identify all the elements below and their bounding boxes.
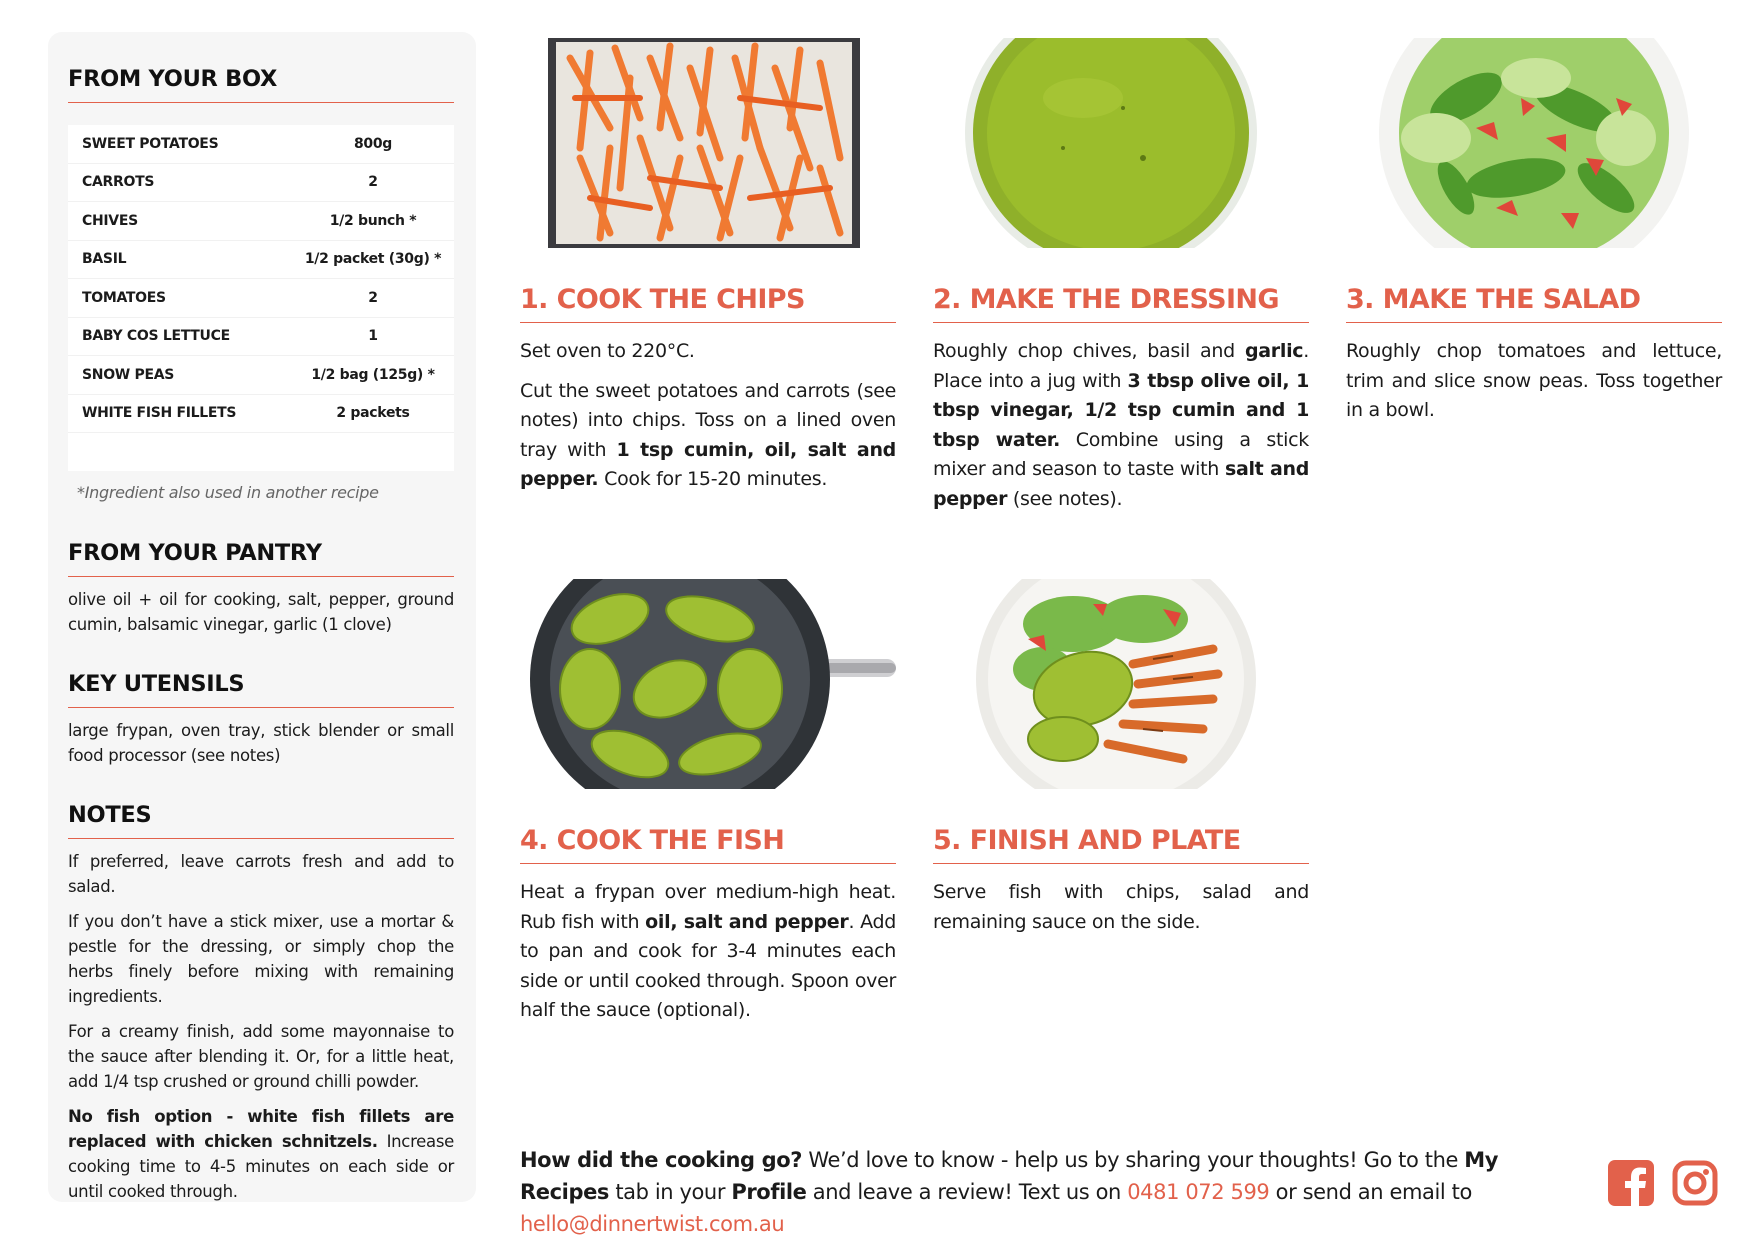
table-row xyxy=(68,202,454,241)
ingredient-name: CHIVES xyxy=(82,212,138,229)
pantry-text: olive oil + oil for cooking, salt, pepper, ground cumin, balsamic vinegar, garlic (1 clove) xyxy=(68,590,454,634)
key-utensils-heading: KEY UTENSILS xyxy=(68,671,454,708)
footer-text: We’d love to know - help us by sharing your thoughts! Go to the xyxy=(802,1148,1465,1172)
step-3-body xyxy=(1346,337,1722,426)
salad-bowl-photo xyxy=(1346,38,1722,248)
box-ingredients-table xyxy=(68,125,454,471)
step-3-title: 3. MAKE THE SALAD xyxy=(1346,284,1722,323)
ingredient-name: TOMATOES xyxy=(82,289,166,306)
pantry-section xyxy=(68,540,454,637)
fish-in-frypan-photo xyxy=(520,579,896,789)
utensils-section xyxy=(68,671,454,768)
ingredient-name: CARROTS xyxy=(82,174,155,191)
step-text: . Add to pan and cook for 3-4 minutes each side or until cooked through. Spoon over half the sauce (optional). xyxy=(520,910,896,1021)
table-row xyxy=(68,125,454,164)
footnote: *Ingredient also used in another recipe xyxy=(77,483,379,502)
notes-section xyxy=(68,802,454,1204)
step-2-para xyxy=(933,337,1309,514)
dressing-jug-photo xyxy=(933,38,1309,248)
ingredient-name: BABY COS LETTUCE xyxy=(82,328,230,345)
step-text: (see notes). xyxy=(1007,487,1123,510)
step-3 xyxy=(1346,38,1722,426)
step-5-para: Serve fish with chips, salad and remaining sauce on the side. xyxy=(933,881,1309,933)
from-your-box-heading: FROM YOUR BOX xyxy=(68,66,454,103)
step-text: Cook for 15-20 minutes. xyxy=(598,468,828,490)
from-your-pantry-heading: FROM YOUR PANTRY xyxy=(68,540,454,577)
step-2-title: 2. MAKE THE DRESSING xyxy=(933,284,1309,323)
note-item: For a creamy finish, add some mayonnaise to the sauce after blending it. Or, for a little heat, add 1/4 tsp crushed or ground chilli powder. xyxy=(68,1022,454,1091)
step-5 xyxy=(933,579,1309,937)
plated-dish-photo xyxy=(933,579,1309,789)
sweet-potato-chips-photo xyxy=(520,38,896,248)
step-bold: garlic xyxy=(1244,340,1304,362)
footer-question: How did the cooking go? xyxy=(520,1148,803,1172)
step-1-para: Set oven to 220°C. xyxy=(520,340,695,362)
ingredient-name: WHITE FISH FILLETS xyxy=(82,405,237,422)
step-bold: salt and pepper xyxy=(933,458,1309,510)
table-row xyxy=(68,164,454,203)
step-4-title: 4. COOK THE FISH xyxy=(520,825,896,864)
ingredient-qty: 1/2 packet (30g) * xyxy=(304,251,442,268)
ingredient-qty: 800g xyxy=(353,135,393,152)
ingredient-qty: 2 xyxy=(368,289,378,306)
step-1-title: 1. COOK THE CHIPS xyxy=(520,284,896,323)
my-recipes-label: My Recipes xyxy=(520,1148,1499,1204)
step-2 xyxy=(933,38,1309,514)
ingredient-name: BASIL xyxy=(82,251,127,268)
note-item: If preferred, leave carrots fresh and add to salad. xyxy=(68,852,454,896)
step-4-para xyxy=(520,878,896,1026)
table-row xyxy=(68,318,454,357)
footer-text: and leave a review! Text us on xyxy=(806,1180,1128,1204)
ingredient-qty: 2 xyxy=(368,174,378,191)
table-row xyxy=(68,356,454,395)
step-bold: oil, salt and pepper xyxy=(645,910,849,933)
ingredient-name: SWEET POTATOES xyxy=(82,135,219,152)
ingredient-name: SNOW PEAS xyxy=(82,366,175,383)
phone-link[interactable]: 0481 072 599 xyxy=(1127,1180,1270,1204)
note-text: Increase cooking time to 4-5 minutes on each side or until cooked through. xyxy=(68,1132,454,1201)
notes-heading: NOTES xyxy=(68,802,454,839)
step-2-body xyxy=(933,337,1309,514)
step-5-body xyxy=(933,878,1309,937)
profile-label: Profile xyxy=(731,1180,807,1204)
ingredient-qty: 1/2 bunch * xyxy=(329,212,417,229)
facebook-icon[interactable] xyxy=(1608,1160,1654,1206)
step-bold: 1 tsp cumin, oil, salt and pepper. xyxy=(520,438,896,490)
step-4-body xyxy=(520,878,896,1026)
step-text: Heat a frypan over medium-high heat. Rub fish with xyxy=(520,881,896,933)
step-1 xyxy=(520,38,896,495)
note-item: If you don’t have a stick mixer, use a mortar & pestle for the dressing, or simply chop the herbs finely before mixing with remaining ingredients. xyxy=(68,912,454,1006)
step-text: Cut the sweet potatoes and carrots (see notes) into chips. Toss on a lined oven tray with xyxy=(520,379,896,461)
step-1-para xyxy=(520,377,896,495)
ingredient-qty: 2 packets xyxy=(336,405,410,422)
instagram-icon[interactable] xyxy=(1672,1160,1718,1206)
ingredient-qty: 1/2 bag (125g) * xyxy=(311,366,435,383)
step-text: Roughly chop chives, basil and xyxy=(933,340,1245,362)
step-4 xyxy=(520,579,896,1026)
step-text: Combine using a stick mixer and season to taste with xyxy=(933,428,1309,480)
email-link[interactable]: hello@dinnertwist.com.au xyxy=(520,1212,785,1236)
step-bold: 3 tbsp olive oil, 1 tbsp vinegar, 1/2 tsp cumin and 1 tbsp water. xyxy=(933,369,1309,451)
table-row xyxy=(68,279,454,318)
footer-text: or send an email to xyxy=(1269,1180,1472,1204)
step-text: . Place into a jug with xyxy=(933,340,1309,392)
feedback-footer xyxy=(520,1144,1590,1239)
step-5-title: 5. FINISH AND PLATE xyxy=(933,825,1309,864)
ingredients-sidebar xyxy=(48,32,476,1202)
note-item xyxy=(68,1104,454,1204)
step-1-body xyxy=(520,337,896,495)
ingredient-qty: 1 xyxy=(368,328,378,345)
table-row xyxy=(68,395,454,434)
footer-text: tab in your xyxy=(609,1180,732,1204)
step-3-para: Roughly chop tomatoes and lettuce, trim and slice snow peas. Toss together in a bowl. xyxy=(1346,340,1722,421)
note-bold: No fish option - white fish fillets are replaced with chicken schnitzels. xyxy=(68,1107,454,1151)
table-row xyxy=(68,241,454,280)
table-spacer xyxy=(68,433,454,471)
utensils-text: large frypan, oven tray, stick blender or small food processor (see notes) xyxy=(68,721,454,765)
